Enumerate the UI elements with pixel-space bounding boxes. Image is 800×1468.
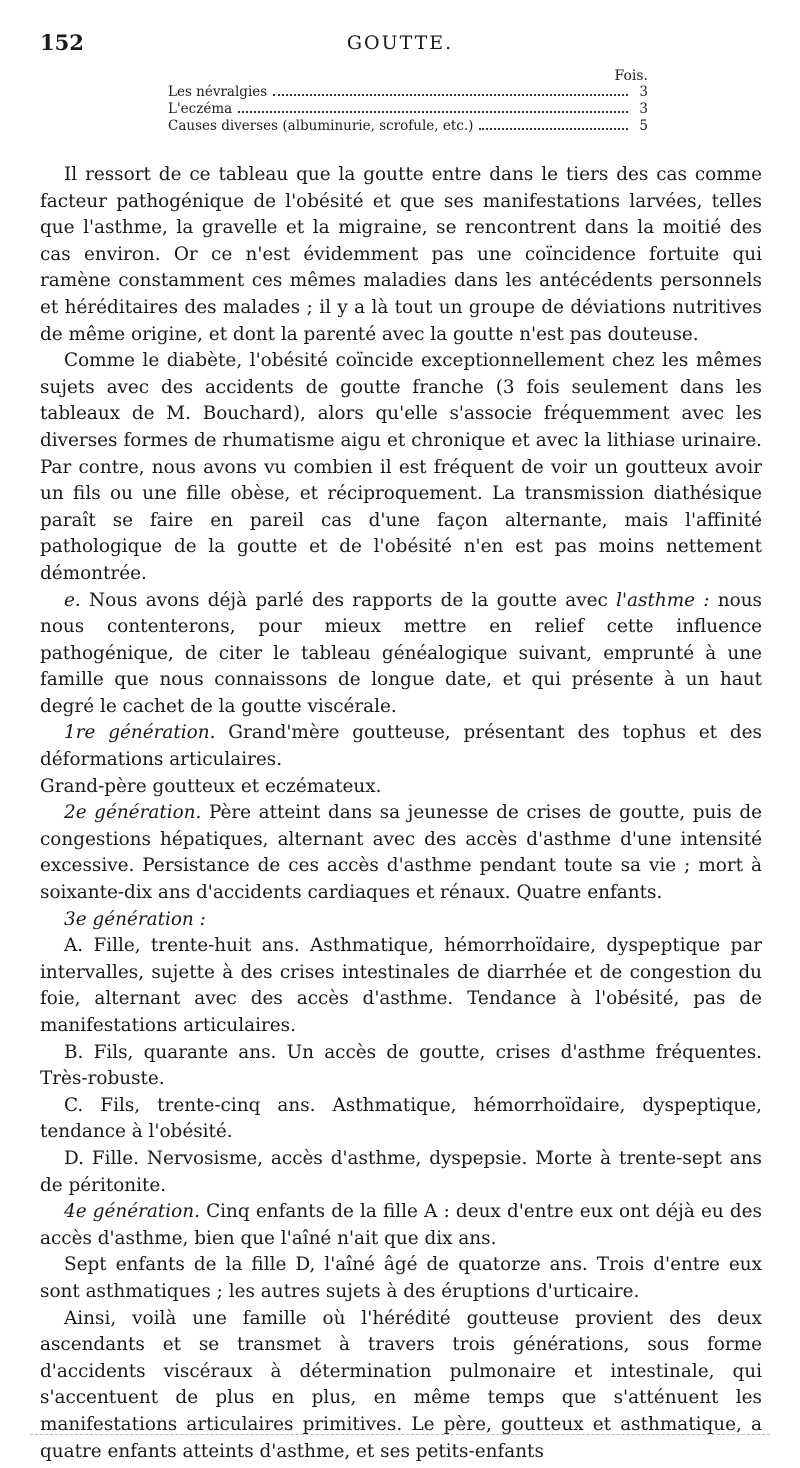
dot-leader bbox=[238, 111, 628, 113]
paragraph: Ainsi, voilà une famille où l'hérédité goutteuse provient des deux ascendants et se transmet à travers trois générations, sous forme d'accidents viscéraux à détermination pulmonaire et intestinale, qui s'accentuent de plus en plus, en même temps que s'atténuent les manifestations articulaires primitives. Le père, goutteux et asthmatique, a quatre enfants atteints d'asthme, et ses petits-enfants bbox=[40, 1307, 762, 1462]
text-run: Nous avons déjà parlé des rapports de la goutte avec bbox=[80, 589, 617, 611]
paragraph bbox=[40, 720, 762, 773]
paragraph bbox=[40, 907, 762, 934]
paragraph bbox=[40, 1199, 762, 1252]
page-header bbox=[0, 30, 800, 60]
paragraph: A. Fille, trente-huit ans. Asthmatique, hémorrhoïdaire, dyspeptique par intervalles, sujette à des crises intestinales de diarrhée et de congestion du foie, alternant avec des accès d'asthme. Tendance à l'obésité, pas de manifestations articulaires. bbox=[40, 935, 762, 1036]
emphasis: l'asthme : bbox=[616, 589, 710, 611]
text-run: Cinq enfants de la fille A : deux d'entre eux ont déjà eu des accès d'asthme, bien que l'aîné n'ait que dix ans. bbox=[40, 1201, 762, 1249]
text-run: Père atteint dans sa jeunesse de crises de goutte, puis de congestions hépatiques, alternant avec des accès d'asthme d'une intensité excessive. Persistance de ces accès d'asthme pendant toute sa vie ; mort à soixante-dix ans d'accidents cardiaques et rénaux. Quatre enfants. bbox=[40, 802, 762, 904]
row-label: Causes diverses (albuminurie, scrofule, etc.) bbox=[168, 118, 474, 134]
running-title: GOUTTE. bbox=[346, 32, 454, 54]
dot-leader bbox=[479, 128, 628, 130]
table-row bbox=[168, 118, 648, 135]
paragraph: Comme le diabète, l'obésité coïncide exceptionnellement chez les mêmes sujets avec des accidents de goutte franche (3 fois seulement dans les tableaux de M. Bouchard), alors qu'elle s'associe fréquemment avec les diverses formes de rhumatisme aigu et chronique et avec la lithiase urinaire. Par contre, nous avons vu combien il est fréquent de voir un goutteux avoir un fils ou une fille obèse, et réciproquement. La transmission diathésique paraît se faire en pareil cas d'une façon alternante, mais l'affinité pathologique de la goutte et de l'obésité n'en est pas moins nettement démontrée. bbox=[40, 350, 762, 584]
footer-rule bbox=[30, 1434, 770, 1435]
dot-leader bbox=[273, 94, 628, 96]
body-text bbox=[40, 162, 762, 1465]
statistics-table bbox=[168, 68, 648, 135]
generation-label: 2e génération. bbox=[64, 802, 202, 824]
paragraph: Sept enfants de la fille D, l'aîné âgé de quatorze ans. Trois d'entre eux sont asthmatiques ; les autres sujets à des éruptions d'urticaire. bbox=[40, 1254, 762, 1302]
paragraph: C. Fils, trente-cinq ans. Asthmatique, hémorrhoïdaire, dyspeptique, tendance à l'obésité. bbox=[40, 1094, 762, 1143]
generation-label: 4e génération. bbox=[64, 1201, 200, 1223]
paragraph: D. Fille. Nervosisme, accès d'asthme, dyspepsie. Morte à trente-sept ans de péritonite. bbox=[40, 1147, 762, 1196]
row-label: Les névralgies bbox=[168, 84, 268, 100]
paragraph: Il ressort de ce tableau que la goutte entre dans le tiers des cas comme facteur pathogénique de l'obésité et que ses manifestations larvées, telles que l'asthme, la gravelle et la migraine, se rencontrent dans la moitié des cas environ. Or ce n'est évidemment pas une coïncidence fortuite qui ramène constamment ces mêmes maladies dans les antécédents personnels et héréditaires des malades ; il y a là tout un groupe de déviations nutritives de même origine, et dont la parenté avec la goutte n'est pas douteuse. bbox=[40, 164, 762, 345]
row-count: 5 bbox=[639, 118, 648, 134]
paragraph: B. Fils, quarante ans. Un accès de goutte, crises d'asthme fréquentes. Très-robuste. bbox=[40, 1041, 762, 1090]
table-unit-label: Fois. bbox=[614, 68, 648, 84]
table-row bbox=[168, 84, 648, 101]
paragraph bbox=[40, 588, 762, 721]
row-count: 3 bbox=[639, 84, 648, 100]
text-run: nous nous contenterons, pour mieux mettre en relief cette influence pathogénique, de citer le tableau généalogique suivant, emprunté à une famille que nous connaissons de longue date, et qui présente à un haut degré le cachet de la goutte viscérale. bbox=[40, 589, 762, 717]
row-count: 3 bbox=[639, 101, 648, 117]
page-number: 152 bbox=[40, 30, 84, 55]
generation-label: 1re génération. bbox=[64, 722, 216, 744]
table-row bbox=[168, 101, 648, 118]
section-letter: e. bbox=[64, 589, 81, 611]
generation-label: 3e génération : bbox=[64, 908, 206, 930]
paragraph: Grand-père goutteux et eczémateux. bbox=[40, 775, 382, 797]
row-label: L'eczéma bbox=[168, 101, 233, 117]
text-run: Grand'mère goutteuse, présentant des tophus et des déformations articulaires. bbox=[40, 722, 762, 771]
paragraph bbox=[40, 800, 762, 906]
